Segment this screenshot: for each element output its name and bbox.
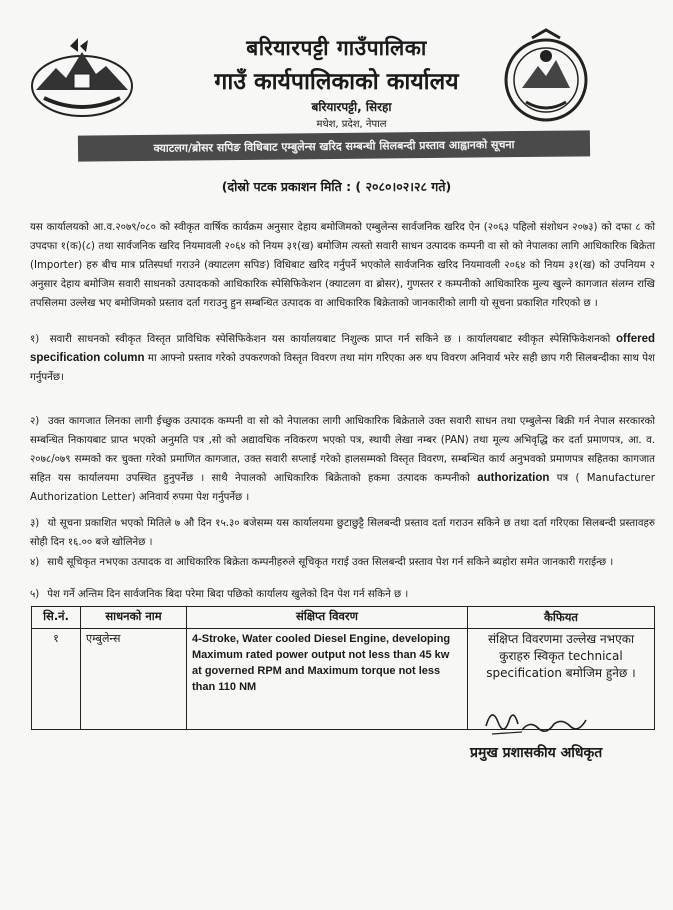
header-serial: सि.नं. xyxy=(32,607,81,629)
cell-vehicle-name: एम्बुलेन्स xyxy=(81,629,187,730)
item-number: ५) xyxy=(30,589,40,600)
list-item xyxy=(30,330,655,387)
table-header-row xyxy=(32,607,655,629)
description-text: 4-Stroke, Water cooled Diesel Engine, developing Maximum rated power output not less than 45 kw at governed RPM and Maximum torque not less than 110 NM xyxy=(192,633,451,693)
office-name: गाउँ कार्यपालिकाको कार्यालय xyxy=(214,69,459,95)
list-item xyxy=(30,412,655,507)
item-number: ३) xyxy=(30,518,40,529)
item-text: सवारी साधनको स्वीकृत विस्तृत प्राविधिक स्पेसिफिकेशन यस कार्यालयबाट निशुल्क प्राप्त गर्न सकिने छ । कार्यालयबाट स्वीकृत स्पेसिफिकेशनको xyxy=(49,334,611,345)
notice-title-banner: क्याटलग/ब्रोसर सपिङ विधिबाट एम्बुलेन्स खरिद सम्बन्धी सिलबन्दी प्रस्ताव आह्वानको सूचना xyxy=(78,130,590,161)
address-line: बरियारपट्टी, सिरहा xyxy=(311,100,392,114)
cell-description xyxy=(187,629,468,730)
item-text-cont: पत्र ( Manufacturer Authorization Letter) अनिवार्य रुपमा पेश गर्नुपर्नेछ । xyxy=(30,473,655,503)
cell-serial: १ xyxy=(32,629,81,730)
list-item xyxy=(30,514,655,552)
item-text: उक्त कागजात लिनका लागी ईच्छुक उत्पादक कम्पनी वा सो को नेपालका लागी आधिकारिक बिक्रेताले उक्त सवारी साधन तथा एम्बुलेन्स बिक्री गर्न नेपाल सरकारको सम्बन्धित निकायबाट प्राप्त भएको अनुमति पत्र ,सो को अद्यावधिक नविकरण भएको पत्र, स्थायी लेखा नम्बर (PAN) तथा मूल्य अभिवृद्धि कर दर्ता प्रमाणपत्र, आ. व. २०७८/०७९ सम्मको कर चुक्ता गरेको प्रमाणित कागजात, उक्त सवारी सप्लाई गरेको हालसम्मको विस्तृत विवरण, सम्बन्धित कार्य अनुभवको प्रमाणपत्र सहितका कागजात सहित यस कार्यालयमा उपस्थित हुनुपर्नेछ । साथै नेपालको आधिकारिक बिक्रेताको हकमा उत्पादक कम्पनीको xyxy=(30,416,655,484)
header-description: संक्षिप्त विवरण xyxy=(187,607,468,629)
list-item xyxy=(30,553,655,572)
item-number: ४) xyxy=(30,557,40,568)
item-text: साथै सूचिकृत नभएका उत्पादक वा आधिकारिक बिक्रेता कम्पनीहरुले सूचिकृत गराई उक्त सिलबन्दी प्रस्ताव पेश गर्न सकिने ब्यहोरा समेत जानकारी गराईन्छ । xyxy=(47,557,614,568)
item-emphasis: offered specification column xyxy=(30,333,655,364)
item-text-cont: मा आफ्नो प्रस्ताव गरेको उपकरणको विस्तृत विवरण तथा मांग गरिएका अरु थप विवरण अनिवार्य भरेर सही छाप गरी सिलबन्दीका साथ पेश गर्नुपर्नेछ। xyxy=(30,353,655,383)
province-line: मधेश, प्रदेश, नेपाल xyxy=(316,119,387,130)
item-number: १) xyxy=(30,334,40,345)
item-text: पेश गर्ने अन्तिम दिन सार्वजनिक बिदा परेमा बिदा पछिको कार्यालय खुलेको दिन पेश गर्न सकिने छ । xyxy=(47,589,409,600)
signatory-title: प्रमुख प्रशासकीय अधिकृत xyxy=(470,745,603,761)
cell-remarks: संक्षिप्त विवरणमा उल्लेख नभएका कुराहरु स्विकृत technical specification बमोजिम हुनेछ । xyxy=(468,629,655,730)
item-number: २) xyxy=(30,416,40,427)
item-emphasis: authorization xyxy=(477,472,550,484)
handwritten-signature xyxy=(482,700,592,740)
item-text: यो सूचना प्रकाशित भएको मितिले ७ औ दिन १५.३० बजेसम्म यस कार्यालयमा छुटाछुट्टै सिलबन्दी प्रस्ताव दर्ता गराउन सकिने छ तथा दर्ता गरिएका सिलबन्दी प्रस्तावहरु सोही दिन १६.०० बजे खोलिनेछ । xyxy=(30,518,655,548)
header-remarks: कैफियत xyxy=(468,607,655,629)
publication-date: (दोस्रो पटक प्रकाशन मिति : ( २०८०।०२।२८ गते) xyxy=(221,179,452,194)
intro-paragraph: यस कार्यालयको आ.व.२०७९/०८० को स्वीकृत वार्षिक कार्यक्रम अनुसार देहाय बमोजिमको एम्बुलेन्स सार्वजनिक खरिद ऐन (२०६३ पहिलो संशोधन २०७३) को दफा ८ को उपदफा १(क)(८) तथा सार्वजनिक खरिद नियमावली २०६४ को नियम ३१(ख) बमोजिम त्यस्तो सवारी साधन उत्पादक कम्पनी वा सो को नेपालका लागि आधिकारिक बिक्रेता (Importer) हरु बीच मात्र प्रतिस्पर्धा गराउने (क्याटलग सपिङ) विधिबाट खरिद गर्नुपर्ने भएकोले सार्वजनिक खरिद नियमावली २०६४ को नियम ३१(ख) को उपनियम २ अनुसार देहाय बमोजिम सवारी साधनको उत्पादकको आधिकारिक स्पेसिफिकेशन (क्याटलग वा ब्रोसर), गुणस्तर र कम्पनीको आधिकारिक मुल्य खुल्ने कागजात संलग्न राखि तपसिलमा उल्लेख भए बमोजिमको प्रस्ताव दर्ता गराउनु हुन सम्बन्धित उत्पादक वा आधिकारिक बिक्रेताको जानकारीको लागी यो सूचना प्रकाशित गरिएको छ । xyxy=(30,222,655,309)
municipality-name: बरियारपट्टी गाउँपालिका xyxy=(246,36,427,60)
list-item xyxy=(30,585,655,604)
header-vehicle-name: साधनको नाम xyxy=(81,607,187,629)
